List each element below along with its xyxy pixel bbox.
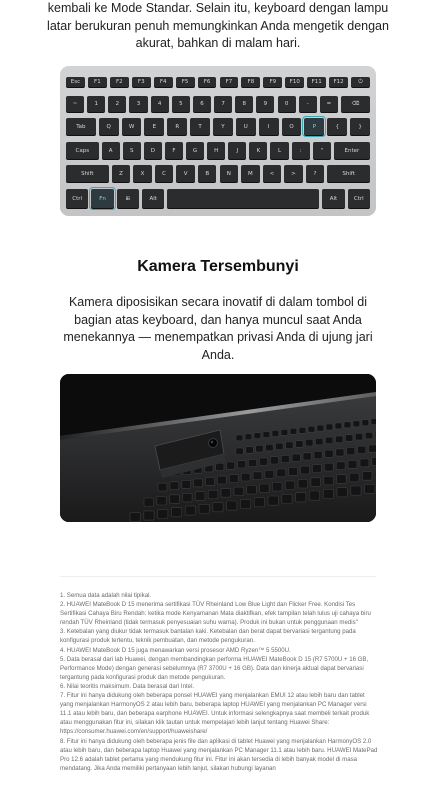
footnote-item: 5. Data berasal dari lab Huawei, dengan membandingkan performa HUAWEI MateBook D 15 (R7 5700U + 16 GB, Performance Mode) dengan generasi sebelumnya (R7 3700U + 16 GB). Data dan kinerja aktual dapat bervariasi tergantung pada konfigurasi produk dan metode pengukuran. bbox=[60, 655, 369, 681]
photo-keycap bbox=[216, 463, 224, 470]
photo-keycap bbox=[285, 481, 295, 490]
photo-keycap bbox=[348, 460, 357, 468]
keyboard-key: C bbox=[155, 165, 174, 182]
photo-keycap bbox=[227, 462, 235, 469]
photo-keycap bbox=[299, 427, 306, 433]
footnotes bbox=[60, 591, 378, 773]
photo-keycap bbox=[353, 421, 360, 427]
photo-keycap bbox=[336, 462, 345, 470]
photo-keycap bbox=[324, 463, 333, 471]
intro-paragraph: kembali ke Mode Standar. Selain itu, keyboard dengan lampu latar berukuran penuh memungkinkan Anda mengetik dengan akurat, bahkan di malam hari. bbox=[47, 1, 389, 50]
keyboard-key: Tab bbox=[66, 118, 96, 135]
keyboard-key: J bbox=[228, 142, 246, 159]
keyboard-key: > bbox=[284, 165, 303, 182]
keyboard-key: H bbox=[207, 142, 225, 159]
keyboard-key: Alt bbox=[142, 189, 164, 208]
photo-keycap bbox=[238, 461, 246, 468]
keyboard-key: 7 bbox=[214, 96, 232, 112]
keyboard-key: F8 bbox=[241, 77, 260, 87]
photo-keycap bbox=[292, 454, 300, 461]
photo-keycap bbox=[229, 475, 238, 483]
photo-keycap bbox=[347, 448, 355, 455]
keyboard-key: Y bbox=[213, 118, 233, 135]
keyboard-key: Q bbox=[99, 118, 119, 135]
keyboard-key: } bbox=[350, 118, 370, 135]
keyboard-key: 3 bbox=[129, 96, 147, 112]
photo-keycap bbox=[144, 498, 154, 507]
photo-keycap bbox=[365, 484, 375, 493]
keyboard-key: 2 bbox=[108, 96, 126, 112]
photo-keycap bbox=[317, 425, 324, 431]
photo-keycap bbox=[254, 433, 261, 439]
photo-keycap bbox=[171, 508, 181, 517]
section-description: Kamera diposisikan secara inovatif di dalam tombol di bagian atas keyboard, dan hanya muncul saat Anda menekannya — menempatkan privasi Anda di ujung jari Anda. bbox=[63, 295, 373, 362]
photo-keycap bbox=[312, 465, 321, 473]
photo-keycap bbox=[144, 511, 154, 520]
photo-keycap bbox=[182, 480, 191, 488]
keyboard-key: U bbox=[236, 118, 256, 135]
photo-keycap bbox=[306, 440, 314, 447]
keyboard-key: 0 bbox=[278, 96, 296, 112]
photo-keycap bbox=[335, 436, 343, 443]
photo-keycap bbox=[311, 478, 321, 487]
photo-keycap bbox=[289, 468, 298, 476]
keyboard-key: Fn bbox=[91, 189, 113, 208]
keyboard-key: R bbox=[167, 118, 187, 135]
photo-keycap bbox=[351, 486, 361, 495]
hidden-camera-photo bbox=[60, 374, 376, 522]
keyboard-key: X bbox=[133, 165, 152, 182]
photo-keycap bbox=[277, 469, 286, 477]
photo-keycap bbox=[194, 479, 203, 487]
photo-keycap bbox=[253, 472, 262, 480]
photo-keycap bbox=[324, 476, 334, 485]
footnote-item: 7. Fitur ini hanya didukung oleh beberapa ponsel HUAWEI yang menjalankan EMUI 12 atau lebih baru dan tablet yang menjalankan HarmonyOS 2 atau lebih baru, beberapa laptop HUAWEI yang menjalankan PC Manager versi 11.1 atau lebih baru, dan beberapa earphone HUAWEI. Untuk informasi selengkapnya saat membeli terkait produk atau menggunakan fitur ini, silakan klik tautan untuk mempelajari lebih lanjut tentang Huawei Share: https://consumer.huawei.com/en/support/huaweishare/ bbox=[60, 692, 370, 736]
keyboard-key: Shift bbox=[327, 165, 370, 182]
keyboard-key: I bbox=[259, 118, 279, 135]
photo-keycap bbox=[335, 423, 342, 429]
photo-keycap bbox=[326, 424, 333, 430]
photo-keycap bbox=[323, 489, 333, 498]
keyboard-key: O bbox=[282, 118, 302, 135]
keyboard-deck bbox=[60, 66, 376, 216]
photo-keycap bbox=[260, 484, 270, 493]
keyboard-key: ⏻ bbox=[351, 77, 370, 87]
photo-keycap bbox=[217, 476, 226, 484]
photo-keycap bbox=[195, 492, 205, 501]
keyboard-key: M bbox=[241, 165, 260, 182]
keyboard-key: D bbox=[144, 142, 162, 159]
photo-keycap bbox=[236, 435, 243, 441]
photo-keycap bbox=[246, 447, 254, 454]
keyboard-key: { bbox=[327, 118, 347, 135]
footnote-divider bbox=[60, 576, 376, 577]
footnote-item: 8. Fitur ini hanya didukung oleh beberapa jenis file dan aplikasi di tablet Huawei yang menjalankan HarmonyOS 2.0 atau lebih baru, dan beberapa laptop Huawei yang menjalankan PC Manager 11.1 atau lebih baru. HUAWEI MatePad Pro 12.6 adalah tablet pertama yang mendukung fitur ini. Fitur ini akan tersedia di lebih banyak model di masa mendatang. Jika Anda memiliki pertanyaan lebih lanjut, silakan hubungi layanan bbox=[60, 737, 378, 772]
keyboard-key: Esc bbox=[66, 77, 85, 87]
photo-keycap bbox=[247, 486, 257, 495]
photo-keycap bbox=[282, 494, 292, 503]
footnote-item: 1. Semua data adalah nilai tipikal. bbox=[60, 592, 152, 599]
photo-keycap bbox=[240, 499, 250, 508]
photo-keycap bbox=[248, 459, 256, 466]
photo-keycap bbox=[309, 491, 319, 500]
photo-keycap bbox=[234, 487, 244, 496]
keyboard-key: " bbox=[313, 142, 331, 159]
photo-keycap bbox=[301, 466, 310, 474]
photo-keycap bbox=[272, 483, 282, 492]
keyboard-key: ⊞ bbox=[117, 189, 139, 208]
keyboard-key: F5 bbox=[176, 77, 195, 87]
keyboard-key: - bbox=[299, 96, 317, 112]
keyboard-key: Shift bbox=[66, 165, 109, 182]
photo-keycap bbox=[281, 429, 288, 435]
photo-keycap bbox=[236, 448, 244, 455]
keyboard-key: Alt bbox=[322, 189, 344, 208]
photo-keycap bbox=[158, 483, 167, 491]
keyboard-key: Enter bbox=[334, 142, 370, 159]
photo-keycap bbox=[281, 455, 289, 462]
photo-keycap bbox=[365, 432, 373, 439]
photo-keycap bbox=[362, 420, 369, 426]
keyboard-key: L bbox=[270, 142, 288, 159]
photo-keycap bbox=[199, 504, 209, 513]
camera-keyboard-illustration bbox=[60, 374, 376, 522]
photo-keycap bbox=[208, 490, 218, 499]
keyboard-key: : bbox=[292, 142, 310, 159]
keyboard-key: F1 bbox=[88, 77, 107, 87]
footnote-item: 2. HUAWEI MateBook D 15 menerima sertifikasi TÜV Rheinland Low Blue Light dan Flicker Free. Kondisi Tes Sertifikasi Cahaya Biru Rendah: ketika mode Kenyamanan Mata diaktifkan, efek tampilan telah lulus uji cahaya biru rendah TÜV Rheinland (tidak termasuk penyesuaian suhu warna). Produk ini bukan untuk penggunaan medis" bbox=[60, 601, 371, 627]
keyboard-key: = bbox=[320, 96, 338, 112]
photo-keycap bbox=[263, 432, 270, 438]
photo-keycap bbox=[265, 470, 274, 478]
keyboard-key: V bbox=[176, 165, 195, 182]
backlit-keyboard-image bbox=[60, 66, 376, 216]
keyboard-key: ? bbox=[306, 165, 325, 182]
keyboard-key: F3 bbox=[132, 77, 151, 87]
keyboard-key: E bbox=[144, 118, 164, 135]
photo-keycap bbox=[375, 470, 376, 479]
keyboard-key: F6 bbox=[198, 77, 217, 87]
keyboard-key: < bbox=[263, 165, 282, 182]
photo-keycap bbox=[337, 475, 347, 484]
keyboard-key: Z bbox=[112, 165, 131, 182]
keyboard-key: F7 bbox=[220, 77, 239, 87]
photo-keycap bbox=[372, 458, 376, 466]
photo-keycap bbox=[213, 503, 223, 512]
photo-keycap bbox=[360, 459, 369, 467]
photo-keycap bbox=[170, 482, 179, 490]
photo-keycap bbox=[314, 452, 322, 459]
photo-keycap bbox=[130, 513, 140, 522]
photo-keycap bbox=[337, 488, 347, 497]
photo-keycap bbox=[296, 441, 304, 448]
keyboard-key: Caps bbox=[66, 142, 99, 159]
photo-keycap bbox=[221, 489, 231, 498]
photo-keycap bbox=[358, 446, 366, 453]
keyboard-key: 5 bbox=[172, 96, 190, 112]
photo-keycap bbox=[254, 498, 264, 507]
section-title: Kamera Tersembunyi bbox=[137, 258, 299, 275]
photo-keycap bbox=[371, 419, 376, 425]
photo-keycap bbox=[296, 493, 306, 502]
keyboard-key: 9 bbox=[256, 96, 274, 112]
photo-keycap bbox=[345, 435, 353, 442]
keyboard-key: F4 bbox=[154, 77, 173, 87]
photo-keycap bbox=[286, 442, 294, 449]
keyboard-key: A bbox=[102, 142, 120, 159]
photo-keycap bbox=[276, 443, 284, 450]
photo-keycap bbox=[349, 473, 359, 482]
footnote-item: 6. Nilai teoritis maksimum. Data berasal dari Intel. bbox=[60, 682, 195, 690]
keyboard-key: 6 bbox=[193, 96, 211, 112]
photo-keycap bbox=[270, 457, 278, 464]
keyboard-key: P bbox=[304, 118, 324, 135]
photo-keycap bbox=[355, 434, 363, 441]
keyboard-key: N bbox=[220, 165, 239, 182]
photo-keycap bbox=[369, 445, 376, 452]
keyboard-key: Ctrl bbox=[348, 189, 370, 208]
keyboard-key: S bbox=[123, 142, 141, 159]
keyboard-key: B bbox=[198, 165, 217, 182]
keyboard-key: F9 bbox=[263, 77, 282, 87]
keyboard-key: W bbox=[122, 118, 142, 135]
keyboard-key: F bbox=[165, 142, 183, 159]
keyboard-key: F12 bbox=[329, 77, 348, 87]
photo-keycap bbox=[290, 428, 297, 434]
photo-keycap bbox=[245, 434, 252, 440]
footnote-item: 3. Ketebalan yang diukur tidak termasuk bantalan kaki. Ketebalan dan berat dapat bervariasi tergantung pada konfigurasi produk tertentu, teknik pembuatan, dan metode pengukuran. bbox=[60, 628, 356, 645]
photo-keycap bbox=[308, 426, 315, 432]
photo-keycap bbox=[266, 444, 274, 451]
photo-keycap bbox=[375, 431, 376, 438]
footnote-item: 4. HUAWEI MateBook D 15 juga menawarkan versi prosesor AMD Ryzen™ 5 5500U. bbox=[60, 646, 291, 654]
photo-keycap bbox=[256, 446, 264, 453]
photo-keycap bbox=[170, 495, 180, 504]
keyboard-key: 4 bbox=[151, 96, 169, 112]
keyboard-key: F10 bbox=[285, 77, 304, 87]
photo-keycap bbox=[157, 496, 167, 505]
photo-keycap bbox=[362, 472, 372, 481]
photo-keycap bbox=[259, 458, 267, 465]
photo-keycap bbox=[206, 478, 215, 486]
photo-keycap bbox=[268, 496, 278, 505]
keyboard-key: F11 bbox=[307, 77, 326, 87]
keyboard-key: F2 bbox=[110, 77, 129, 87]
photo-keycap bbox=[303, 453, 311, 460]
photo-keycap bbox=[336, 449, 344, 456]
keyboard-key bbox=[167, 189, 319, 208]
photo-keycap bbox=[227, 501, 237, 510]
keyboard-key: G bbox=[186, 142, 204, 159]
keyboard-key: 8 bbox=[235, 96, 253, 112]
keyboard-key: 1 bbox=[87, 96, 105, 112]
photo-keycap bbox=[241, 473, 250, 481]
photo-keycap bbox=[183, 493, 193, 502]
keyboard-key: ~ bbox=[66, 96, 84, 112]
keyboard-key: Ctrl bbox=[66, 189, 88, 208]
photo-keycap bbox=[185, 506, 195, 515]
keyboard-key: ⌫ bbox=[341, 96, 370, 112]
photo-keycap bbox=[158, 509, 168, 518]
photo-keycap bbox=[325, 450, 333, 457]
camera-lens-icon bbox=[209, 439, 218, 448]
photo-keycap bbox=[316, 438, 324, 445]
photo-keycap bbox=[344, 422, 351, 428]
photo-keycap bbox=[272, 431, 279, 437]
keyboard-key: K bbox=[249, 142, 267, 159]
photo-keycap bbox=[325, 437, 333, 444]
photo-keycap bbox=[298, 479, 308, 488]
keyboard-key: T bbox=[190, 118, 210, 135]
